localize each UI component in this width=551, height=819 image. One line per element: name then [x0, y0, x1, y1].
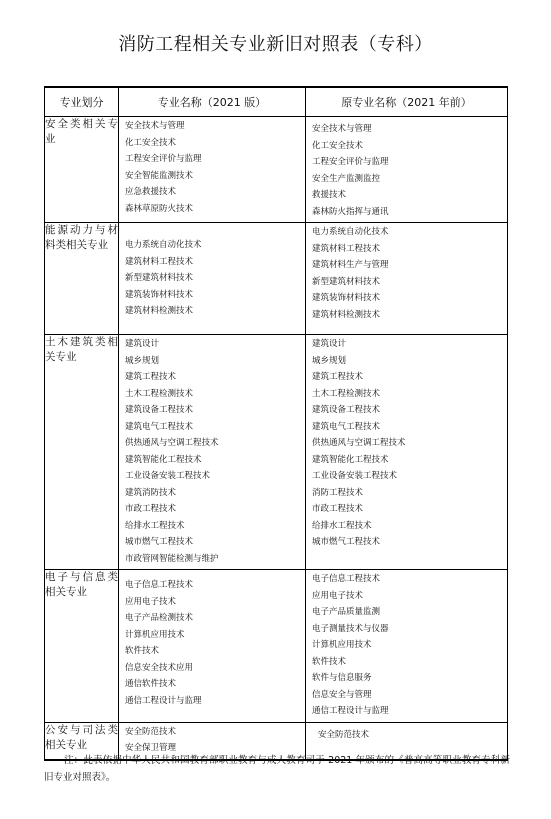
table-row [45, 570, 508, 723]
list-item: 应急救援技术 [125, 187, 177, 197]
list-item: 救援技术 [312, 190, 347, 200]
list-item: 土木工程检测技术 [125, 388, 194, 399]
list-item: 建筑材料生产与管理 [312, 260, 389, 270]
list-item: 新型建筑材料技术 [312, 276, 381, 287]
list-item: 计算机应用技术 [125, 629, 185, 640]
category-cell: 公安与司法类相关专业 [45, 722, 119, 760]
list-item: 软件技术 [312, 656, 347, 667]
list-item: 通信工程设计与监理 [312, 706, 389, 716]
list-item: 信息安全技术应用 [125, 662, 194, 673]
new-majors-cell [119, 570, 306, 723]
list-item: 电子信息工程技术 [312, 574, 381, 584]
list-item: 城乡规划 [125, 355, 160, 366]
page-title: 消防工程相关专业新旧对照表（专科） [118, 34, 433, 55]
list-item: 电子测量技术与仪器 [312, 623, 389, 634]
list-item: 土木工程检测技术 [312, 388, 381, 399]
category-cell: 土木建筑类相关专业 [45, 335, 119, 570]
list-item: 建筑智能化工程技术 [312, 454, 389, 465]
header-category: 专业划分 [45, 87, 119, 117]
old-majors-cell [306, 223, 508, 335]
list-item: 建筑装饰材料技术 [125, 289, 194, 300]
list-item: 工程安全评价与监理 [125, 154, 202, 164]
list-item: 安全保卫管理 [125, 743, 177, 753]
header-old-name: 原专业名称（2021 年前） [306, 87, 508, 117]
list-item: 给排水工程技术 [312, 520, 372, 531]
table-row [45, 223, 508, 335]
list-item: 建筑材料工程技术 [312, 243, 381, 254]
list-item: 城市燃气工程技术 [312, 537, 381, 547]
list-item: 森林草原防火技术 [125, 203, 194, 214]
list-item: 信息安全与管理 [312, 689, 372, 700]
list-item: 工业设备安装工程技术 [125, 471, 211, 481]
list-item: 城乡规划 [312, 355, 347, 366]
list-item: 森林防火指挥与通讯 [312, 206, 389, 217]
major-comparison-table [44, 86, 508, 761]
list-item: 新型建筑材料技术 [125, 273, 194, 284]
category-cell: 电子与信息类相关专业 [45, 570, 119, 723]
list-item: 供热通风与空调工程技术 [312, 438, 406, 448]
list-item: 安全技术与管理 [312, 124, 372, 134]
list-item: 建筑电气工程技术 [125, 421, 194, 432]
old-majors-cell [306, 335, 508, 570]
list-item: 电力系统自动化技术 [312, 227, 389, 237]
list-item: 安全防范技术 [318, 729, 370, 740]
old-majors-cell [306, 570, 508, 723]
list-item: 通信工程设计与监理 [125, 695, 202, 706]
list-item: 市政工程技术 [125, 504, 177, 514]
list-item: 化工安全技术 [125, 137, 177, 148]
list-item: 电子信息工程技术 [125, 580, 194, 590]
list-item: 建筑电气工程技术 [312, 421, 381, 432]
old-majors-cell [306, 117, 508, 223]
list-item: 建筑装饰材料技术 [312, 293, 381, 303]
list-item: 安全防范技术 [125, 726, 177, 737]
list-item: 电力系统自动化技术 [125, 240, 202, 251]
list-item: 应用电子技术 [125, 596, 177, 607]
list-item: 工业设备安装工程技术 [312, 471, 398, 481]
table-row [45, 335, 508, 570]
new-majors-cell [119, 335, 306, 570]
header-new-name: 专业名称（2021 版） [119, 87, 306, 117]
list-item: 建筑工程技术 [125, 372, 177, 382]
table-header-row [45, 87, 508, 117]
list-item: 建筑材料检测技术 [312, 309, 381, 320]
list-item: 安全智能监测技术 [125, 170, 194, 181]
list-item: 通信软件技术 [125, 679, 177, 689]
list-item: 市政管网智能检测与维护 [125, 553, 219, 564]
list-item: 工程安全评价与监理 [312, 157, 389, 167]
list-item: 应用电子技术 [312, 590, 364, 601]
footnote: 注：此表依据中华人民共和国教育部职业教育与成人教育司于 2021 年颁布的《普高高等职业教育专科新旧专业对照表》。 [44, 755, 510, 783]
list-item: 安全生产监测监控 [312, 173, 381, 184]
list-item: 计算机应用技术 [312, 640, 372, 650]
list-item: 建筑设备工程技术 [125, 405, 194, 415]
list-item: 建筑材料工程技术 [125, 256, 194, 267]
category-cell: 能源动力与材料类相关专业 [45, 223, 119, 335]
list-item: 建筑智能化工程技术 [125, 454, 202, 465]
list-item: 建筑设计 [312, 339, 347, 349]
list-item: 城市燃气工程技术 [125, 537, 194, 547]
category-cell: 安全类相关专业 [45, 117, 119, 223]
list-item: 软件技术 [125, 646, 160, 656]
list-item: 建筑消防技术 [125, 487, 177, 498]
list-item: 软件与信息服务 [312, 673, 372, 683]
list-item: 消防工程技术 [312, 487, 364, 498]
list-item: 建筑工程技术 [312, 372, 364, 382]
list-item: 电子产品检测技术 [125, 613, 194, 623]
table-row [45, 117, 508, 223]
list-item: 给排水工程技术 [125, 520, 185, 531]
list-item: 电子产品质量监测 [312, 607, 381, 617]
new-majors-cell [119, 223, 306, 335]
list-item: 市政工程技术 [312, 504, 364, 514]
list-item: 供热通风与空调工程技术 [125, 438, 219, 448]
new-majors-cell [119, 117, 306, 223]
list-item: 安全技术与管理 [125, 121, 185, 131]
list-item: 建筑设备工程技术 [312, 405, 381, 415]
list-item: 化工安全技术 [312, 140, 364, 151]
list-item: 建筑材料检测技术 [125, 306, 194, 317]
list-item: 建筑设计 [125, 339, 160, 349]
